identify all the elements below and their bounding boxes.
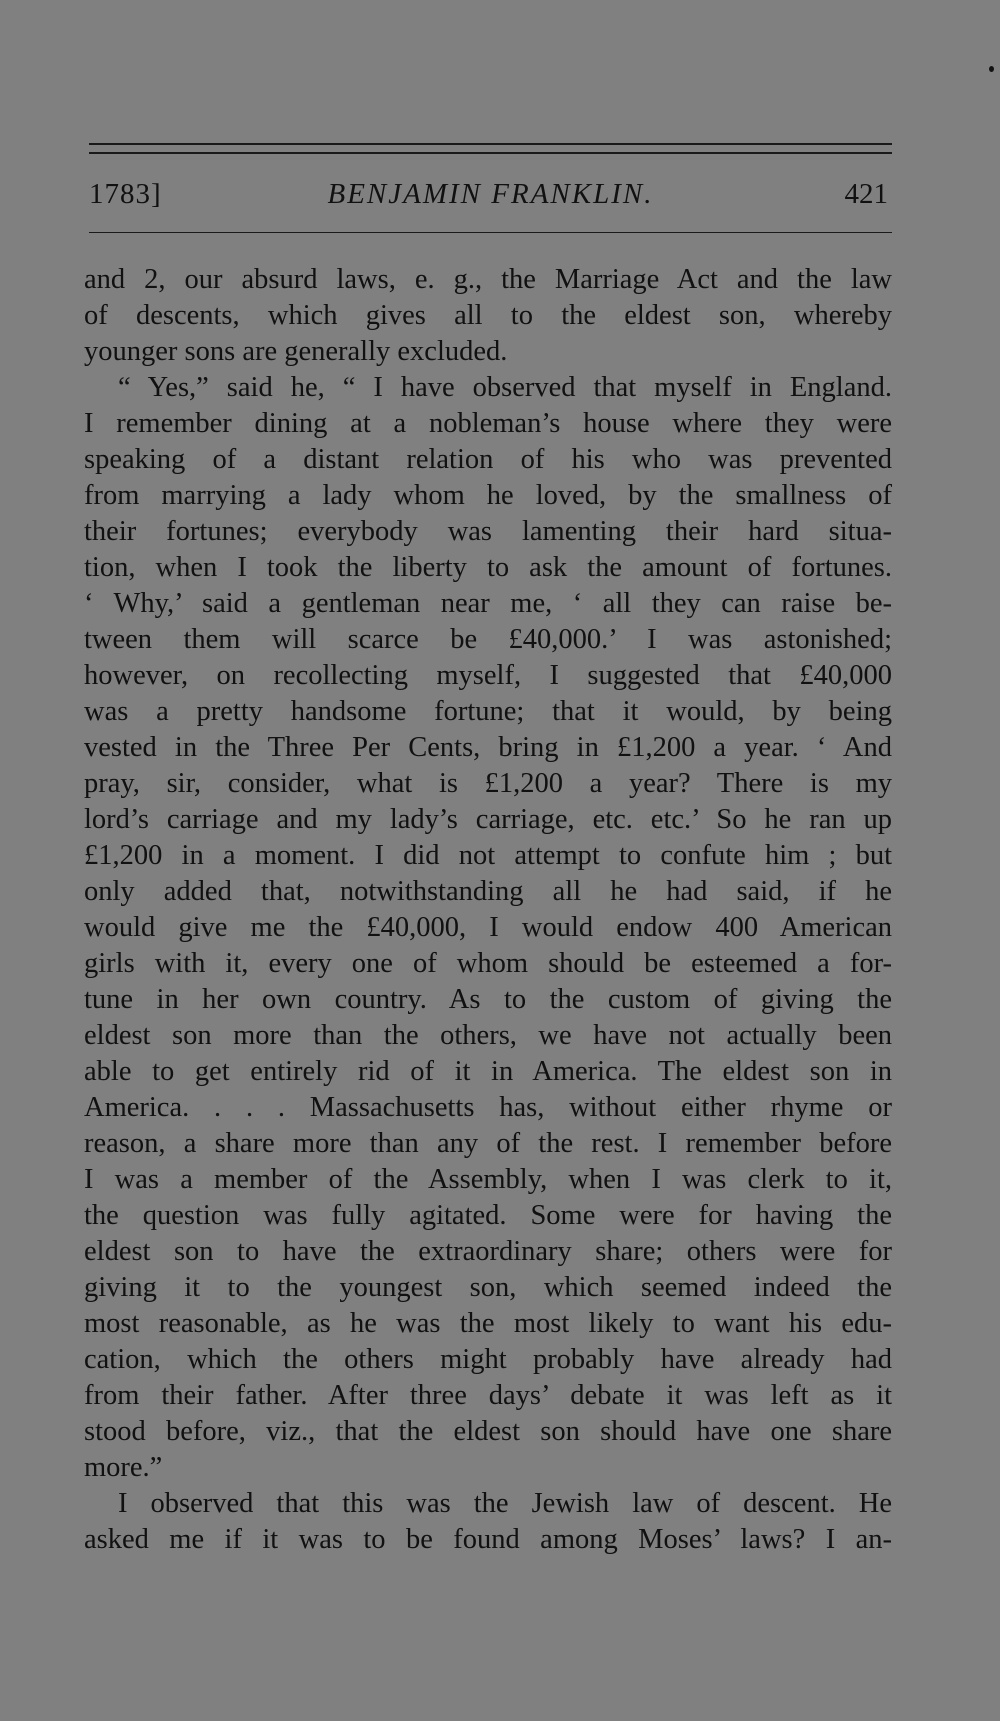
text-line: the question was fully agitated. Some were for having the: [84, 1200, 892, 1231]
body-text: [84, 262, 892, 1558]
text-line: their fortunes; everybody was lamenting their hard situa-: [84, 516, 892, 547]
text-line: from their father. After three days’ debate it was left as it: [84, 1380, 892, 1411]
text-line: most reasonable, as he was the most likely to want his edu-: [84, 1308, 892, 1339]
text-line: £1,200 in a moment. I did not attempt to confute him ; but: [84, 840, 892, 871]
page-number: 421: [844, 178, 888, 210]
header-title: BENJAMIN FRANKLIN.: [327, 178, 654, 210]
text-line: younger sons are generally excluded.: [84, 336, 508, 367]
text-line: “ Yes,” said he, “ I have observed that myself in England.: [118, 372, 892, 403]
text-line: eldest son to have the extraordinary share; others were for: [84, 1236, 892, 1267]
text-line: however, on recollecting myself, I suggested that £40,000: [84, 660, 892, 691]
text-line: was a pretty handsome fortune; that it would, by being: [84, 696, 892, 727]
text-line: girls with it, every one of whom should be esteemed a for-: [84, 948, 892, 979]
text-line: tune in her own country. As to the custom of giving the: [84, 984, 892, 1015]
text-line: stood before, viz., that the eldest son should have one share: [84, 1416, 892, 1447]
text-line: vested in the Three Per Cents, bring in £1,200 a year. ‘ And: [84, 732, 892, 763]
text-line: America. . . . Massachusetts has, without either rhyme or: [84, 1092, 892, 1123]
text-line: tion, when I took the liberty to ask the amount of fortunes.: [84, 552, 892, 583]
text-line: and 2, our absurd laws, e. g., the Marriage Act and the law: [84, 264, 892, 295]
text-line: asked me if it was to be found among Moses’ laws? I an-: [84, 1524, 892, 1555]
text-line: eldest son more than the others, we have not actually been: [84, 1020, 892, 1051]
running-head: [89, 178, 892, 218]
text-line: I observed that this was the Jewish law of descent. He: [118, 1488, 892, 1519]
header-rule-bottom: [89, 232, 892, 233]
text-line: tween them will scarce be £40,000.’ I was astonished;: [84, 624, 892, 655]
text-line: I was a member of the Assembly, when I was clerk to it,: [84, 1164, 892, 1195]
text-line: I remember dining at a nobleman’s house where they were: [84, 408, 892, 439]
text-line: more.”: [84, 1452, 163, 1483]
text-line: ‘ Why,’ said a gentleman near me, ‘ all they can raise be-: [84, 588, 892, 619]
text-line: giving it to the youngest son, which seemed indeed the: [84, 1272, 892, 1303]
text-line: from marrying a lady whom he loved, by the smallness of: [84, 480, 892, 511]
text-line: reason, a share more than any of the rest. I remember before: [84, 1128, 892, 1159]
header-rule-top-second: [89, 152, 892, 154]
text-line: of descents, which gives all to the eldest son, whereby: [84, 300, 892, 331]
text-line: speaking of a distant relation of his who was prevented: [84, 444, 892, 475]
header-rule-top: [89, 143, 892, 145]
text-line: able to get entirely rid of it in America. The eldest son in: [84, 1056, 892, 1087]
text-line: only added that, notwithstanding all he had said, if he: [84, 876, 892, 907]
text-line: would give me the £40,000, I would endow 400 American: [84, 912, 892, 943]
text-line: pray, sir, consider, what is £1,200 a year? There is my: [84, 768, 892, 799]
header-year: 1783]: [89, 178, 162, 210]
ink-speck: [989, 66, 994, 72]
text-line: cation, which the others might probably have already had: [84, 1344, 892, 1375]
text-line: lord’s carriage and my lady’s carriage, etc. etc.’ So he ran up: [84, 804, 892, 835]
